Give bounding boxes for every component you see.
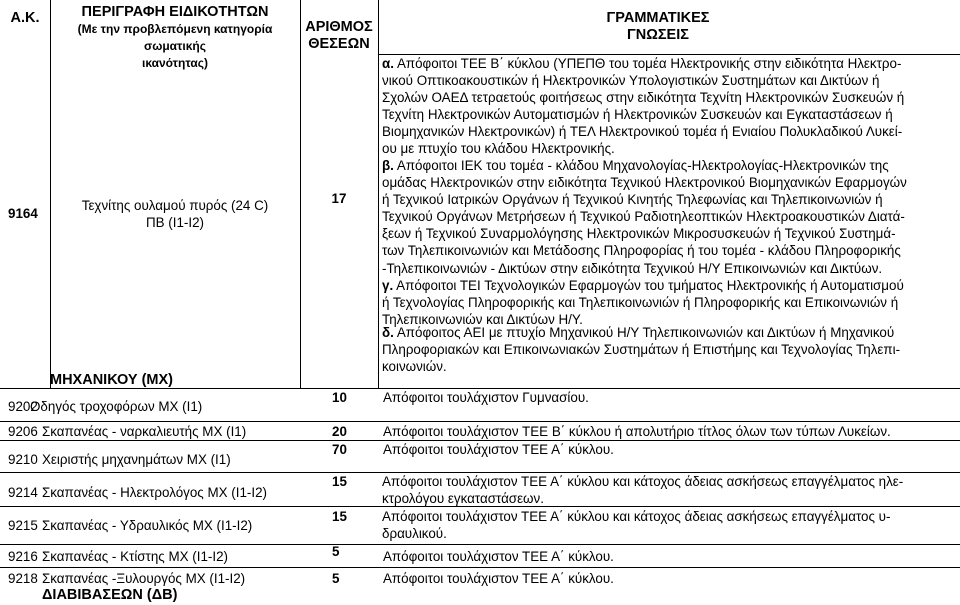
- row-9164-title: [50, 197, 300, 231]
- requirement-gamma-line: ή Τεχνολογίας Πληροφορικής και Τηλεπικοινωνιών ή Πληροφορικής και Επικοινωνιών ή: [382, 295, 899, 311]
- row-9214-title: Σκαπανέας - Ηλεκτρολόγος ΜΧ (Ι1-Ι2): [42, 485, 268, 500]
- requirement-alpha-line: Σχολών ΟΑΕΔ τετραετούς φοιτήσεως στην ειδικότητα Τεχνίτη Ηλεκτρονικών Συσκευών ή: [382, 90, 905, 106]
- row-9210-code: 9210: [8, 452, 38, 467]
- requirement-beta-label: β.: [382, 158, 394, 173]
- row-9206-title: Σκαπανέας - ναρκαλιευτής ΜΧ (Ι1): [42, 424, 247, 439]
- row-9216-code: 9216: [8, 549, 38, 564]
- row-9218-positions: 5: [332, 571, 340, 586]
- header-description-sub1: (Με την προβλεπόμενη κατηγορία σωματικής: [77, 22, 273, 53]
- row-9215-title: Σκαπανέας - Υδραυλικός ΜΧ (Ι1-Ι2): [42, 518, 253, 533]
- row-9206-code: 9206: [8, 424, 38, 439]
- row-divider: [0, 567, 960, 568]
- requirement-delta-line: κοινωνιών.: [382, 359, 447, 375]
- row-9210-requirement: Απόφοιτοι τουλάχιστον ΤΕΕ Α΄ κύκλου.: [383, 442, 614, 457]
- row-9215-requirement-line: δραυλικού.: [382, 526, 447, 542]
- requirement-alpha-line: νικού Οπτικοακουστικών ή Ηλεκτρονικών Υπολογιστικών Συστημάτων και Δικτύων ή: [382, 73, 880, 89]
- requirement-beta-line: ή Τεχνικού Ιατρικών Οργάνων ή Τεχνικού Κινητής Τηλεφωνίας και Τηλεπικοινωνιών ή: [382, 192, 883, 208]
- row-9218-requirement: Απόφοιτοι τουλάχιστον ΤΕΕ Α΄ κύκλου.: [383, 571, 614, 586]
- section-heading-mx: ΜΗΧΑΝΙΚΟΥ (ΜΧ): [50, 372, 173, 388]
- row-9218-title: Σκαπανέας -Ξυλουργός ΜΧ (Ι1-Ι2): [42, 571, 246, 586]
- row-9216-positions: 5: [332, 544, 340, 559]
- header-description-title: ΠΕΡΙΓΡΑΦΗ ΕΙΔΙΚΟΤΗΤΩΝ: [81, 4, 269, 20]
- row-9218-code: 9218: [8, 571, 38, 586]
- requirement-alpha-line: ου με πτυχίο του κλάδου Ηλεκτρονικής.: [382, 141, 615, 157]
- requirement-delta-line: Πληροφοριακών και Επικοινωνιακών Συστημάτων ή Επιστήμης και Τεχνολογίας Τηλεπι-: [382, 342, 901, 358]
- row-9215-requirement: [382, 508, 955, 542]
- requirement-delta-label: δ.: [382, 325, 394, 340]
- row-9202-title: Οδηγός τροχοφόρων ΜΧ (Ι1): [30, 399, 203, 414]
- requirement-beta-line: ομάδας Ηλεκτρονικών στην ειδικότητα Τεχνικού Ηλεκτρονικού Βιομηχανικών Εφαρμογών: [382, 175, 907, 191]
- row-9214-requirement-line: κτρολόγου εγκαταστάσεων.: [382, 491, 544, 507]
- row-9216-title: Σκαπανέας - Κτίστης ΜΧ (Ι1-Ι2): [42, 549, 228, 564]
- row-9214-requirement: [382, 473, 955, 507]
- row-9164-code: 9164: [8, 206, 38, 221]
- row-9164-title-line2: ΠΒ (Ι1-Ι2): [145, 215, 205, 230]
- requirement-delta: [382, 324, 955, 375]
- requirement-gamma-label: γ.: [382, 278, 394, 293]
- row-9214-code: 9214: [8, 485, 38, 500]
- header-positions: [300, 19, 378, 53]
- section-heading-db: ΔΙΑΒΙΒΑΣΕΩΝ (ΔΒ): [42, 587, 178, 603]
- row-9164-title-line1: Τεχνίτης ουλαμού πυρός (24 C): [81, 198, 269, 213]
- row-9202-positions: 10: [332, 390, 347, 405]
- requirement-gamma: [382, 277, 955, 328]
- row-divider: [0, 544, 960, 545]
- requirement-beta-line: ξεων ή Τεχνικού Συναρμολόγησης Ηλεκτρονικών Μικροσυσκευών ή Τεχνικού Συστημά-: [382, 226, 896, 242]
- row-9215-requirement-line: Απόφοιτοι τουλάχιστον ΤΕΕ Α΄ κύκλου και κάτοχος άδειας ασκήσεως επαγγέλματος υ-: [382, 509, 891, 524]
- requirement-alpha-line: Απόφοιτοι ΤΕΕ Β΄ κύκλου (ΥΠΕΠΘ του τομέα Ηλεκτρονικής στην ειδικότητα Ηλεκτρο-: [396, 56, 902, 71]
- requirement-beta-line: -Τηλεπικοινωνιών - Δικτύων στην ειδικότητα Τεχνικού Η/Υ Επικοινωνιών και Δικτύων.: [382, 260, 883, 276]
- header-positions-line2: ΘΕΣΕΩΝ: [308, 36, 370, 52]
- row-9206-requirement: Απόφοιτοι τουλάχιστον ΤΕΕ Β΄ κύκλου ή απολυτήριο τίτλος όλων των τύπων Λυκείων.: [383, 424, 891, 439]
- row-9210-positions: 70: [332, 442, 347, 457]
- requirement-beta: [382, 157, 955, 277]
- row-9210-title: Χειριστής μηχανημάτων ΜΧ (Ι1): [42, 452, 231, 467]
- requirement-gamma-line: Τηλεπικοινωνιών και Δικτύων Η/Υ.: [382, 312, 583, 328]
- row-9214-requirement-line: Απόφοιτοι τουλάχιστον ΤΕΕ Α΄ κύκλου και κάτοχος άδειας ασκήσεως επαγγέλματος ηλε-: [382, 474, 904, 489]
- row-divider: [0, 421, 960, 422]
- header-description-sub2: ικανότητας): [142, 56, 208, 70]
- header-description: [50, 4, 300, 72]
- requirement-beta-line: των Τηλεπικοινωνιών και Μετάδοσης Πληροφορίας ή του τομέα - κλάδου Πληροφορικής: [382, 243, 901, 259]
- requirement-delta-line: Απόφοιτος ΑΕΙ με πτυχίο Μηχανικού Η/Υ Τηλεπικοινωνιών και Δικτύων ή Μηχανικού: [396, 325, 895, 340]
- requirement-alpha-label: α.: [382, 56, 394, 71]
- row-9164-positions: 17: [331, 191, 347, 206]
- header-positions-line1: ΑΡΙΘΜΟΣ: [305, 19, 373, 35]
- row-9214-positions: 15: [332, 474, 347, 489]
- row-9202-requirement: Απόφοιτοι τουλάχιστον Γυμνασίου.: [383, 390, 589, 405]
- requirement-alpha: [382, 55, 955, 158]
- row-9206-positions: 20: [332, 424, 347, 439]
- header-requirements-line1: ΓΡΑΜΜΑΤΙΚΕΣ: [606, 10, 710, 26]
- column-divider: [378, 0, 379, 388]
- header-requirements-line2: ΓΝΩΣΕΙΣ: [627, 27, 689, 43]
- header-ak: Α.Κ.: [10, 10, 40, 26]
- header-requirements: [378, 10, 938, 44]
- row-9215-code: 9215: [8, 518, 38, 533]
- requirement-gamma-line: Απόφοιτοι ΤΕΙ Τεχνολογικών Εφαρμογών του τμήματος Ηλεκτρονικής ή Αυτοματισμού: [396, 278, 904, 293]
- row-9215-positions: 15: [332, 509, 347, 524]
- requirement-alpha-line: Βιομηχανικών Ηλεκτρονικών) ή ΤΕΛ Ηλεκτρονικού τομέα ή Ενιαίου Πολυκλαδικού Λυκεί-: [382, 124, 903, 140]
- row-9216-requirement: Απόφοιτοι τουλάχιστον ΤΕΕ Α΄ κύκλου.: [383, 549, 614, 564]
- row-9202-code: 9202: [8, 399, 38, 414]
- requirement-beta-line: Τεχνικού Οργάνων Μετρήσεων ή Τεχνικού Ραδιοτηλεοπτικών Ηλεκτροακουστικών Διατά-: [382, 209, 905, 225]
- requirement-beta-line: Απόφοιτοι ΙΕΚ του τομέα - κλάδου Μηχανολογίας-Ηλεκτρολογίας-Ηλεκτρονικών της: [396, 158, 889, 173]
- requirement-alpha-line: Τεχνίτη Ηλεκτρονικών Αυτοματισμών ή Ηλεκτρονικών Συσκευών και Εγκαταστάσεων ή: [382, 107, 893, 123]
